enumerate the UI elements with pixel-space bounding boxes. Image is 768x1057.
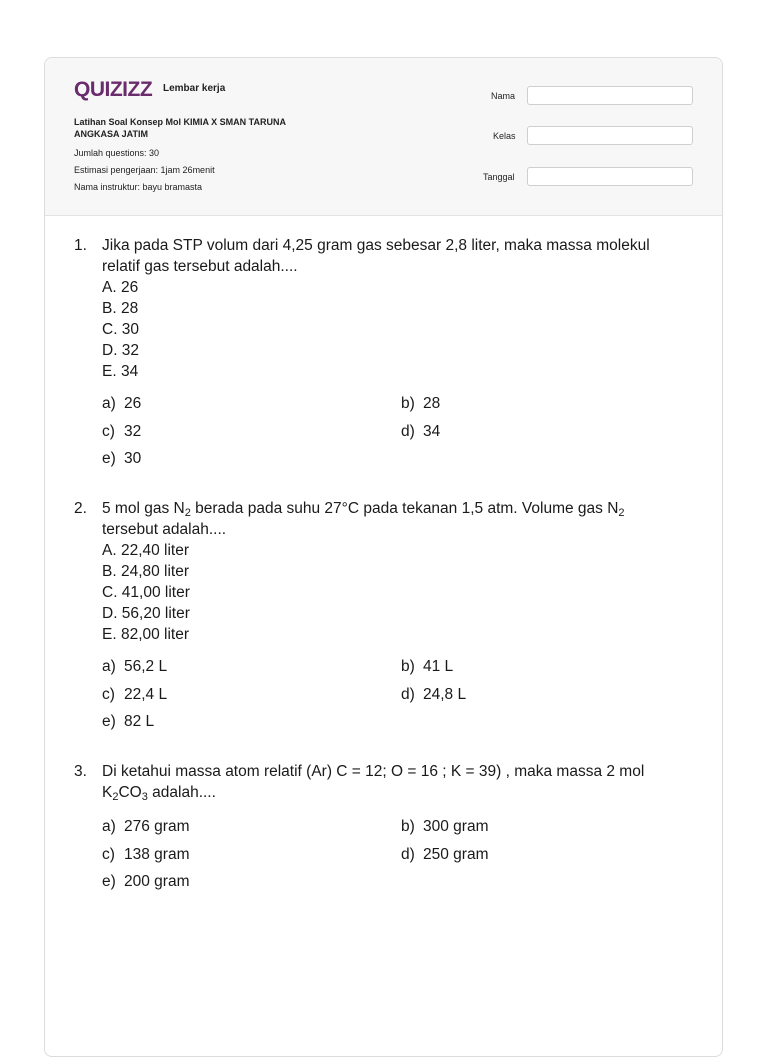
stem-part: Di ketahui massa atom relatif (Ar) C = 12; O = 16 ; K = 39) , maka massa 2 mol K — [102, 763, 645, 801]
name-field[interactable] — [527, 86, 693, 105]
question-number: 2. — [74, 500, 87, 517]
stem-part: tersebut adalah.... — [102, 521, 227, 538]
question-text — [102, 498, 674, 645]
answer-option[interactable] — [401, 685, 466, 705]
option-value: 41 L — [423, 658, 454, 675]
choice-line: E. 82,00 liter — [102, 626, 190, 643]
answer-option[interactable] — [102, 872, 189, 892]
answer-option[interactable] — [102, 712, 154, 732]
date-field[interactable] — [527, 167, 693, 186]
question-number: 1. — [74, 237, 87, 254]
subscript: 2 — [184, 507, 191, 519]
option-key: d) — [401, 686, 415, 703]
choice-line: C. 41,00 liter — [102, 584, 190, 601]
class-label: Kelas — [493, 131, 516, 141]
option-value: 276 gram — [124, 818, 190, 835]
answer-option[interactable] — [401, 657, 453, 677]
choice-line: B. 24,80 liter — [102, 563, 190, 580]
answer-option[interactable] — [102, 394, 141, 414]
choice-line: A. 22,40 liter — [102, 542, 190, 559]
option-value: 82 L — [124, 713, 155, 730]
subscript: 3 — [141, 791, 148, 803]
option-key: a) — [102, 818, 116, 835]
option-value: 34 — [423, 423, 441, 440]
option-value: 200 gram — [124, 873, 190, 890]
answer-option[interactable] — [102, 449, 141, 469]
option-key: e) — [102, 713, 116, 730]
option-value: 30 — [124, 450, 142, 467]
name-label: Nama — [491, 91, 516, 101]
option-key: b) — [401, 658, 415, 675]
choice-line: A. 26 — [102, 279, 139, 296]
option-value: 22,4 L — [124, 686, 168, 703]
option-value: 250 gram — [423, 846, 489, 863]
subscript: 2 — [618, 507, 625, 519]
option-key: c) — [102, 846, 115, 863]
date-label: Tanggal — [483, 172, 515, 182]
option-key: d) — [401, 846, 415, 863]
option-value: 24,8 L — [423, 686, 467, 703]
option-value: 300 gram — [423, 818, 489, 835]
answer-option[interactable] — [102, 685, 167, 705]
option-key: c) — [102, 423, 115, 440]
answer-option[interactable] — [102, 845, 189, 865]
stem-part: adalah.... — [147, 784, 216, 801]
option-value: 32 — [124, 423, 142, 440]
option-value: 56,2 L — [124, 658, 168, 675]
worksheet-label: Lembar kerja — [163, 83, 226, 94]
choice-line: E. 34 — [102, 363, 139, 380]
option-key: c) — [102, 686, 115, 703]
class-field[interactable] — [527, 126, 693, 145]
question-stem — [102, 761, 674, 803]
answer-option[interactable] — [102, 817, 189, 837]
question-text — [102, 761, 674, 803]
option-value: 28 — [423, 395, 441, 412]
question-text — [102, 235, 674, 382]
option-value: 138 gram — [124, 846, 190, 863]
option-key: a) — [102, 658, 116, 675]
stem-part: 5 mol gas N — [102, 500, 185, 517]
quizizz-logo: QUIZIZZ — [74, 78, 153, 101]
option-key: b) — [401, 395, 415, 412]
answer-option[interactable] — [401, 845, 488, 865]
answer-option[interactable] — [401, 422, 440, 442]
choice-line: C. 30 — [102, 321, 140, 338]
question-number: 3. — [74, 763, 87, 780]
answer-option[interactable] — [102, 657, 167, 677]
option-key: a) — [102, 395, 116, 412]
question-stem — [102, 498, 674, 540]
answer-option[interactable] — [401, 394, 440, 414]
option-key: b) — [401, 818, 415, 835]
estimated-time: Estimasi pengerjaan: 1jam 26menit — [74, 165, 215, 175]
choice-line: B. 28 — [102, 300, 139, 317]
option-value: 26 — [124, 395, 142, 412]
question-stem: Jika pada STP volum dari 4,25 gram gas sebesar 2,8 liter, maka massa molekul relatif gas tersebut adalah.... — [102, 237, 650, 275]
option-key: e) — [102, 450, 116, 467]
answer-option[interactable] — [102, 422, 141, 442]
instructor-name: Nama instruktur: bayu bramasta — [74, 182, 203, 192]
choice-line: D. 32 — [102, 342, 140, 359]
subscript: 2 — [112, 791, 119, 803]
stem-part: berada pada suhu 27°C pada tekanan 1,5 atm. Volume gas N — [190, 500, 619, 517]
worksheet-title: Latihan Soal Konsep Mol KIMIA X SMAN TARUNA ANGKASA JATIM — [74, 117, 286, 139]
choice-line: D. 56,20 liter — [102, 605, 190, 622]
questions-count: Jumlah questions: 30 — [74, 148, 160, 158]
option-key: d) — [401, 423, 415, 440]
stem-part: CO — [118, 784, 142, 801]
option-key: e) — [102, 873, 116, 890]
worksheet-header — [45, 58, 722, 216]
answer-option[interactable] — [401, 817, 488, 837]
